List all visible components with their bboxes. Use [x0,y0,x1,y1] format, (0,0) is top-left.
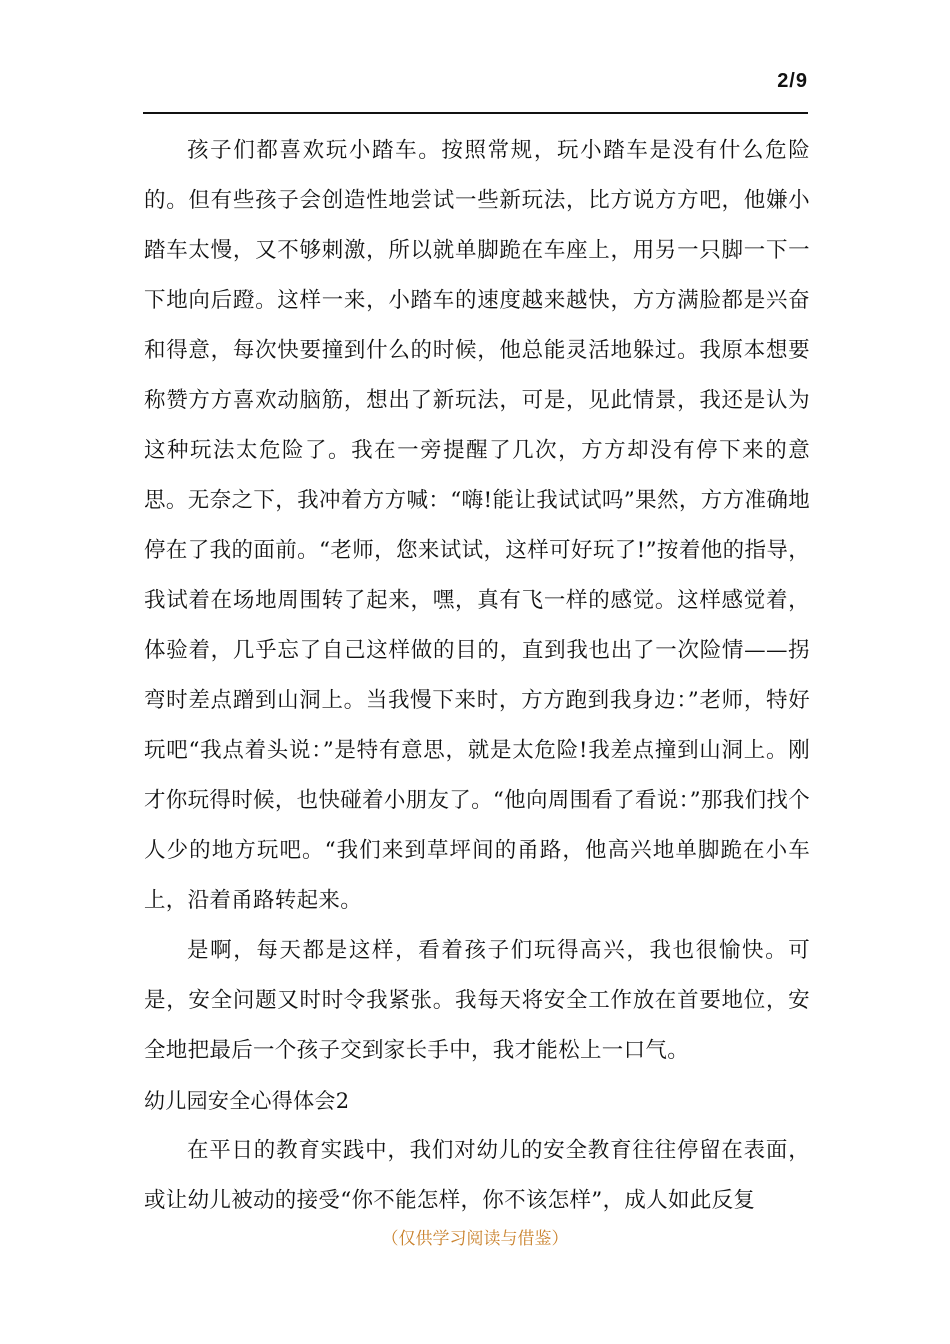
page-number: 2/9 [777,70,808,92]
section-heading: 幼儿园安全心得体会2 [144,1089,350,1113]
paragraph: 孩子们都喜欢玩小踏车。按照常规，玩小踏车是没有什么危险的。但有些孩子会创造性地尝试一些新玩法，比方说方方吧，他嫌小踏车太慢，又不够刺激，所以就单脚跪在车座上，用另一只脚一下一下地向后蹬。这样一来，小踏车的速度越来越快，方方满脸都是兴奋和得意，每次快要撞到什么的时候，他总能灵活地躲过。我原本想要称赞方方喜欢动脑筋，想出了新玩法，可是，见此情景，我还是认为这种玩法太危险了。我在一旁提醒了几次，方方却没有停下来的意思。无奈之下，我冲着方方喊：“嗨!能让我试试吗”果然，方方准确地停在了我的面前。“老师，您来试试，这样可好玩了!”按着他的指导，我试着在场地周围转了起来，嘿，真有飞一样的感觉。这样感觉着，体验着，几乎忘了自己这样做的目的，直到我也出了一次险情——拐弯时差点蹭到山洞上。当我慢下来时，方方跑到我身边：”老师，特好玩吧“我点着头说：”是特有意思，就是太危险!我差点撞到山洞上。刚才你玩得时候，也快碰着小朋友了。“他向周围看了看说：”那我们找个人少的地方玩吧。“我们来到草坪间的甬路，他高兴地单脚跪在小车上，沿着甬路转起来。 [144,138,810,913]
footer-note: （仅供学习阅读与借鉴） [381,1229,569,1249]
paragraph: 在平日的教育实践中，我们对幼儿的安全教育往往停留在表面，或让幼儿被动的接受“你不能怎样，你不该怎样”，成人如此反复 [144,1138,810,1213]
paragraph: 是啊，每天都是这样，看着孩子们玩得高兴，我也很愉快。可是，安全问题又时时令我紧张。我每天将安全工作放在首要地位，安全地把最后一个孩子交到家长手中，我才能松上一口气。 [144,938,810,1063]
header-divider [143,112,808,114]
document-body [144,126,810,1226]
